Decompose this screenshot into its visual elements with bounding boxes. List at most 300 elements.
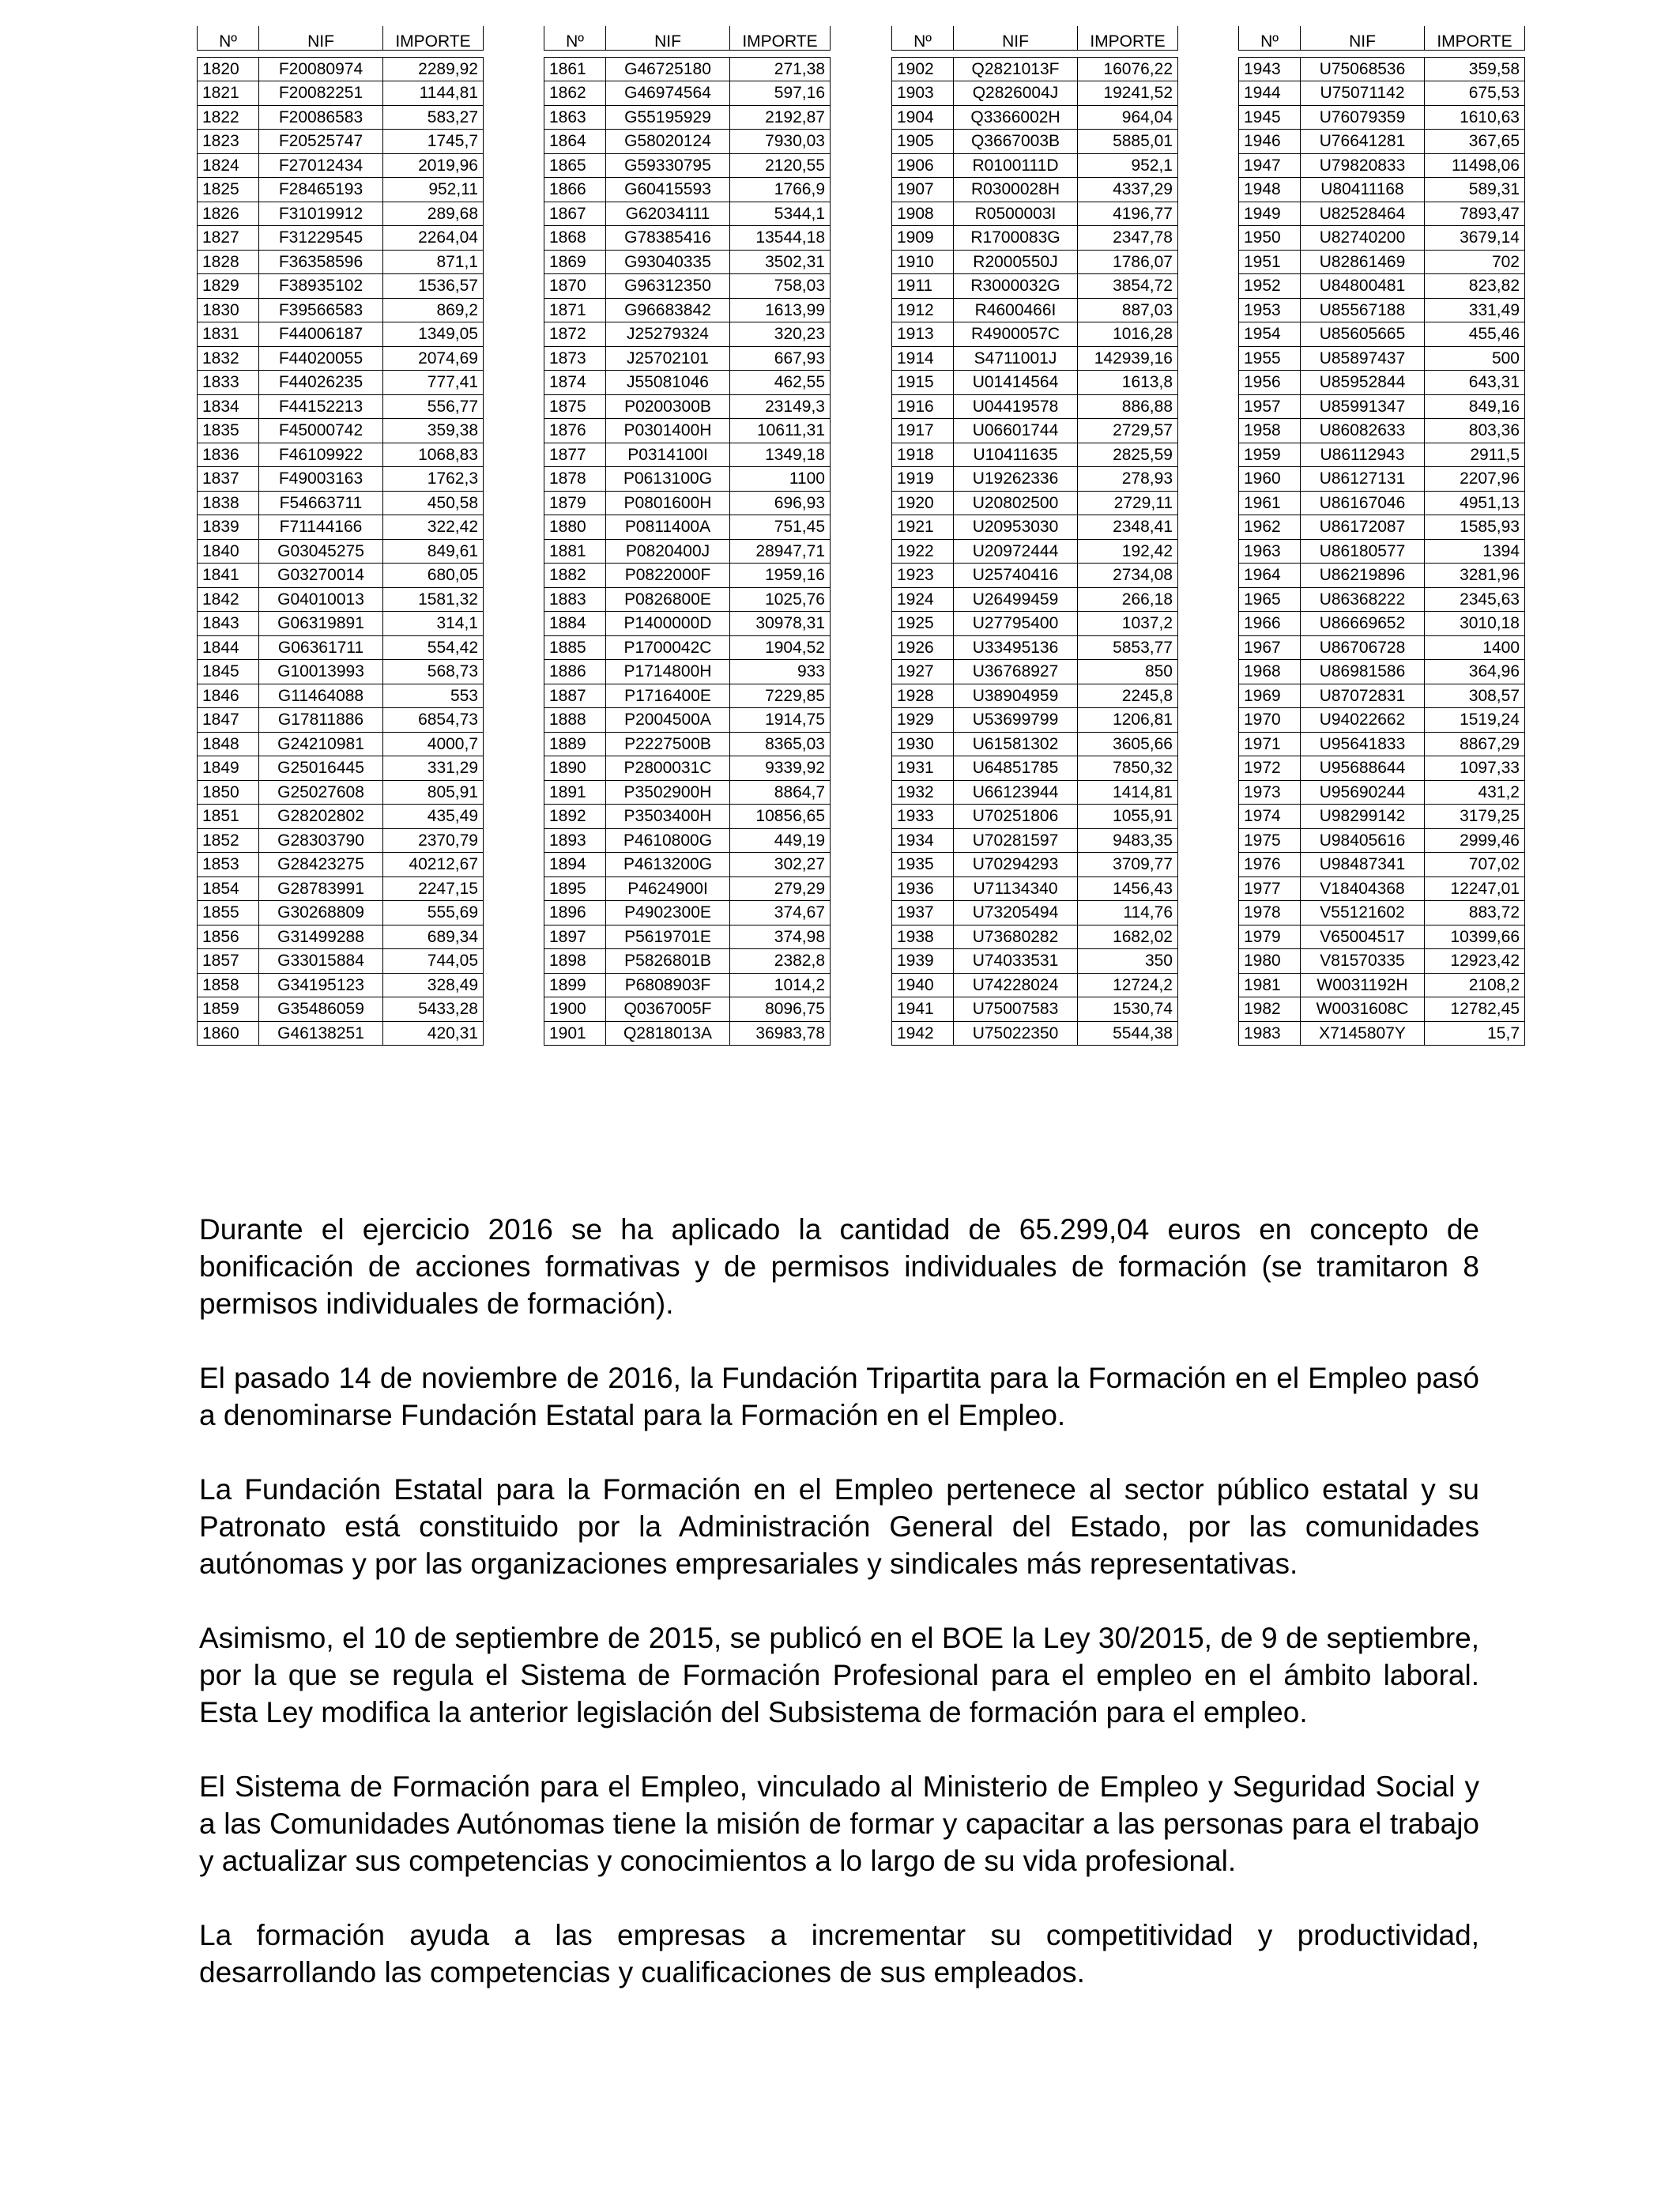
row-nif: G30268809 — [259, 901, 383, 925]
row-nif: F31229545 — [259, 226, 383, 251]
row-number: 1956 — [1239, 371, 1301, 395]
header-nif: NIF — [1301, 26, 1425, 50]
table-row — [544, 635, 831, 660]
row-nif: U38904959 — [954, 684, 1078, 708]
table-row — [1239, 732, 1525, 756]
row-number: 1836 — [198, 443, 259, 467]
table-row — [198, 732, 484, 756]
row-nif: X7145807Y — [1301, 1021, 1425, 1046]
row-nif: P0801600H — [606, 491, 730, 515]
row-importe: 675,53 — [1425, 81, 1525, 106]
header-number: Nº — [544, 26, 606, 50]
row-number: 1944 — [1239, 81, 1301, 106]
row-number: 1937 — [892, 901, 954, 925]
table-row — [198, 756, 484, 781]
row-importe: 696,93 — [730, 491, 831, 515]
row-nif: F49003163 — [259, 467, 383, 492]
row-importe: 266,18 — [1078, 587, 1178, 612]
row-number: 1943 — [1239, 57, 1301, 81]
row-nif: V55121602 — [1301, 901, 1425, 925]
table-row — [892, 105, 1178, 130]
row-importe: 803,36 — [1425, 419, 1525, 443]
row-number: 1857 — [198, 949, 259, 974]
row-nif: P0822000F — [606, 564, 730, 588]
row-number: 1833 — [198, 371, 259, 395]
row-importe: 278,93 — [1078, 467, 1178, 492]
table-row — [544, 130, 831, 154]
row-importe: 3179,25 — [1425, 805, 1525, 829]
row-importe: 3281,96 — [1425, 564, 1525, 588]
row-importe: 1394 — [1425, 539, 1525, 564]
row-importe: 589,31 — [1425, 178, 1525, 202]
table-row — [1239, 443, 1525, 467]
row-nif: G11464088 — [259, 684, 383, 708]
row-nif: G46138251 — [259, 1021, 383, 1046]
row-importe: 805,91 — [383, 780, 484, 805]
row-number: 1838 — [198, 491, 259, 515]
row-importe: 7229,85 — [730, 684, 831, 708]
row-importe: 2345,63 — [1425, 587, 1525, 612]
row-nif: U26499459 — [954, 587, 1078, 612]
row-nif: U73680282 — [954, 925, 1078, 949]
row-number: 1822 — [198, 105, 259, 130]
row-nif: F20086583 — [259, 105, 383, 130]
row-number: 1972 — [1239, 756, 1301, 781]
row-number: 1924 — [892, 587, 954, 612]
row-number: 1908 — [892, 202, 954, 226]
row-importe: 8096,75 — [730, 997, 831, 1022]
row-number: 1852 — [198, 828, 259, 853]
table-row — [892, 274, 1178, 299]
table-row — [198, 997, 484, 1022]
table-row — [544, 443, 831, 467]
row-nif: U20972444 — [954, 539, 1078, 564]
row-nif: G62034111 — [606, 202, 730, 226]
table-row — [544, 394, 831, 419]
row-number: 1979 — [1239, 925, 1301, 949]
row-nif: U82528464 — [1301, 202, 1425, 226]
table-row — [544, 564, 831, 588]
row-nif: P0826800E — [606, 587, 730, 612]
row-number: 1945 — [1239, 105, 1301, 130]
row-importe: 2247,15 — [383, 876, 484, 901]
row-nif: U27795400 — [954, 612, 1078, 636]
header-number: Nº — [1239, 26, 1301, 50]
table-row — [544, 105, 831, 130]
row-nif: U80411168 — [1301, 178, 1425, 202]
row-importe: 553 — [383, 684, 484, 708]
row-number: 1980 — [1239, 949, 1301, 974]
table-row — [198, 828, 484, 853]
table-row — [1239, 828, 1525, 853]
table-row — [544, 732, 831, 756]
row-number: 1849 — [198, 756, 259, 781]
table-row — [544, 612, 831, 636]
row-importe: 3854,72 — [1078, 274, 1178, 299]
row-number: 1884 — [544, 612, 606, 636]
row-number: 1921 — [892, 515, 954, 540]
row-nif: F44006187 — [259, 322, 383, 347]
row-importe: 322,42 — [383, 515, 484, 540]
table-row — [1239, 539, 1525, 564]
row-importe: 707,02 — [1425, 853, 1525, 877]
row-importe: 1456,43 — [1078, 876, 1178, 901]
table-row — [544, 322, 831, 347]
row-nif: P5826801B — [606, 949, 730, 974]
table-row — [1239, 684, 1525, 708]
row-nif: G25027608 — [259, 780, 383, 805]
row-nif: P0301400H — [606, 419, 730, 443]
row-importe: 1613,8 — [1078, 371, 1178, 395]
paragraph: El Sistema de Formación para el Empleo, vinculado al Ministerio de Empleo y Seguridad Social y a las Comunidades Autónomas tiene la misión de formar y capacitar a las personas para el trabajo y actualizar sus competencias y conocimientos a lo largo de su vida profesional. — [199, 1770, 1479, 1877]
row-importe: 4196,77 — [1078, 202, 1178, 226]
row-importe: 1585,93 — [1425, 515, 1525, 540]
table-row — [1239, 925, 1525, 949]
table-row — [198, 949, 484, 974]
row-number: 1906 — [892, 153, 954, 178]
row-nif: P0613100G — [606, 467, 730, 492]
row-nif: P2227500B — [606, 732, 730, 756]
table-row — [892, 805, 1178, 829]
row-number: 1983 — [1239, 1021, 1301, 1046]
row-importe: 597,16 — [730, 81, 831, 106]
row-number: 1877 — [544, 443, 606, 467]
row-importe: 1349,18 — [730, 443, 831, 467]
row-importe: 5853,77 — [1078, 635, 1178, 660]
table-row — [892, 780, 1178, 805]
row-number: 1910 — [892, 250, 954, 274]
row-number: 1954 — [1239, 322, 1301, 347]
row-nif: U25740416 — [954, 564, 1078, 588]
row-nif: U86180577 — [1301, 539, 1425, 564]
row-importe: 1581,32 — [383, 587, 484, 612]
row-nif: G78385416 — [606, 226, 730, 251]
row-nif: P1714800H — [606, 660, 730, 684]
row-number: 1925 — [892, 612, 954, 636]
row-importe: 2370,79 — [383, 828, 484, 853]
row-importe: 302,27 — [730, 853, 831, 877]
table-row — [198, 346, 484, 371]
row-number: 1975 — [1239, 828, 1301, 853]
row-nif: P0811400A — [606, 515, 730, 540]
row-importe: 10856,65 — [730, 805, 831, 829]
table-row — [198, 925, 484, 949]
row-number: 1825 — [198, 178, 259, 202]
row-number: 1982 — [1239, 997, 1301, 1022]
table-row — [1239, 660, 1525, 684]
row-number: 1882 — [544, 564, 606, 588]
table-row — [1239, 949, 1525, 974]
row-importe: 4337,29 — [1078, 178, 1178, 202]
row-nif: P2800031C — [606, 756, 730, 781]
row-nif: U04419578 — [954, 394, 1078, 419]
row-nif: P3502900H — [606, 780, 730, 805]
row-number: 1907 — [892, 178, 954, 202]
row-importe: 3010,18 — [1425, 612, 1525, 636]
row-nif: U85897437 — [1301, 346, 1425, 371]
table-row — [892, 515, 1178, 540]
row-importe: 643,31 — [1425, 371, 1525, 395]
row-importe: 8365,03 — [730, 732, 831, 756]
row-importe: 568,73 — [383, 660, 484, 684]
row-number: 1919 — [892, 467, 954, 492]
row-nif: R0100111D — [954, 153, 1078, 178]
row-number: 1939 — [892, 949, 954, 974]
row-nif: R0500003I — [954, 202, 1078, 226]
table-row — [1239, 1021, 1525, 1046]
row-nif: R0300028H — [954, 178, 1078, 202]
table-row — [1239, 226, 1525, 251]
row-nif: U20953030 — [954, 515, 1078, 540]
table-row — [1239, 322, 1525, 347]
row-number: 1890 — [544, 756, 606, 781]
table-row — [198, 202, 484, 226]
table-row — [544, 949, 831, 974]
row-importe: 328,49 — [383, 973, 484, 997]
row-nif: U79820833 — [1301, 153, 1425, 178]
row-number: 1823 — [198, 130, 259, 154]
row-importe: 3605,66 — [1078, 732, 1178, 756]
row-importe: 142939,16 — [1078, 346, 1178, 371]
row-number: 1860 — [198, 1021, 259, 1046]
row-number: 1869 — [544, 250, 606, 274]
row-number: 1895 — [544, 876, 606, 901]
row-number: 1883 — [544, 587, 606, 612]
row-number: 1874 — [544, 371, 606, 395]
row-nif: U86669652 — [1301, 612, 1425, 636]
row-importe: 2264,04 — [383, 226, 484, 251]
row-importe: 308,57 — [1425, 684, 1525, 708]
row-importe: 12923,42 — [1425, 949, 1525, 974]
row-number: 1881 — [544, 539, 606, 564]
row-importe: 702 — [1425, 250, 1525, 274]
table-row — [544, 684, 831, 708]
row-nif: J55081046 — [606, 371, 730, 395]
row-number: 1859 — [198, 997, 259, 1022]
row-nif: P5619701E — [606, 925, 730, 949]
row-importe: 5433,28 — [383, 997, 484, 1022]
row-nif: G17811886 — [259, 708, 383, 733]
row-nif: U75007583 — [954, 997, 1078, 1022]
row-importe: 758,03 — [730, 274, 831, 299]
row-nif: U95690244 — [1301, 780, 1425, 805]
row-number: 1867 — [544, 202, 606, 226]
row-importe: 7850,32 — [1078, 756, 1178, 781]
row-importe: 5885,01 — [1078, 130, 1178, 154]
table-row — [198, 371, 484, 395]
table-row — [198, 612, 484, 636]
row-importe: 555,69 — [383, 901, 484, 925]
row-nif: F38935102 — [259, 274, 383, 299]
row-importe: 192,42 — [1078, 539, 1178, 564]
row-nif: P0820400J — [606, 539, 730, 564]
table-row — [1239, 274, 1525, 299]
table-row — [1239, 973, 1525, 997]
row-number: 1918 — [892, 443, 954, 467]
bonus-table-4 — [1238, 26, 1525, 1046]
header-number: Nº — [198, 26, 259, 50]
row-importe: 8864,7 — [730, 780, 831, 805]
row-number: 1888 — [544, 708, 606, 733]
row-nif: U70281597 — [954, 828, 1078, 853]
row-importe: 2108,2 — [1425, 973, 1525, 997]
row-importe: 2348,41 — [1078, 515, 1178, 540]
row-importe: 1762,3 — [383, 467, 484, 492]
row-nif: F36358596 — [259, 250, 383, 274]
row-importe: 364,96 — [1425, 660, 1525, 684]
row-importe: 5544,38 — [1078, 1021, 1178, 1046]
row-number: 1832 — [198, 346, 259, 371]
table-row — [198, 105, 484, 130]
row-number: 1885 — [544, 635, 606, 660]
row-nif: G03045275 — [259, 539, 383, 564]
table-row — [892, 346, 1178, 371]
row-nif: U86368222 — [1301, 587, 1425, 612]
table-row — [1239, 612, 1525, 636]
row-importe: 359,58 — [1425, 57, 1525, 81]
table-row — [198, 130, 484, 154]
row-nif: P2004500A — [606, 708, 730, 733]
row-nif: U61581302 — [954, 732, 1078, 756]
table-row — [892, 1021, 1178, 1046]
row-importe: 952,11 — [383, 178, 484, 202]
row-importe: 1068,83 — [383, 443, 484, 467]
row-importe: 2019,96 — [383, 153, 484, 178]
table-row — [1239, 371, 1525, 395]
row-number: 1936 — [892, 876, 954, 901]
row-importe: 689,34 — [383, 925, 484, 949]
header-importe: IMPORTE — [1425, 26, 1525, 50]
row-number: 1841 — [198, 564, 259, 588]
row-number: 1935 — [892, 853, 954, 877]
row-number: 1955 — [1239, 346, 1301, 371]
row-nif: U06601744 — [954, 419, 1078, 443]
row-nif: U19262336 — [954, 467, 1078, 492]
row-importe: 751,45 — [730, 515, 831, 540]
table-row — [544, 828, 831, 853]
row-nif: F39566583 — [259, 298, 383, 322]
row-importe: 314,1 — [383, 612, 484, 636]
table-row — [1239, 853, 1525, 877]
row-importe: 36983,78 — [730, 1021, 831, 1046]
row-nif: J25279324 — [606, 322, 730, 347]
row-nif: U71134340 — [954, 876, 1078, 901]
row-number: 1962 — [1239, 515, 1301, 540]
row-nif: U86127131 — [1301, 467, 1425, 492]
row-nif: G93040335 — [606, 250, 730, 274]
table-row — [1239, 81, 1525, 106]
row-nif: U36768927 — [954, 660, 1078, 684]
row-nif: U53699799 — [954, 708, 1078, 733]
row-importe: 2734,08 — [1078, 564, 1178, 588]
table-row — [1239, 105, 1525, 130]
row-importe: 823,82 — [1425, 274, 1525, 299]
row-importe: 2729,57 — [1078, 419, 1178, 443]
row-number: 1914 — [892, 346, 954, 371]
table-row — [892, 708, 1178, 733]
row-number: 1940 — [892, 973, 954, 997]
row-importe: 9483,35 — [1078, 828, 1178, 853]
row-importe: 6854,73 — [383, 708, 484, 733]
row-importe: 2382,8 — [730, 949, 831, 974]
table-row — [892, 973, 1178, 997]
row-nif: U74228024 — [954, 973, 1078, 997]
row-number: 1933 — [892, 805, 954, 829]
row-importe: 11498,06 — [1425, 153, 1525, 178]
table-row — [198, 564, 484, 588]
row-number: 1871 — [544, 298, 606, 322]
row-nif: R4900057C — [954, 322, 1078, 347]
row-importe: 667,93 — [730, 346, 831, 371]
table-row — [892, 57, 1178, 81]
row-importe: 7930,03 — [730, 130, 831, 154]
table-row — [544, 202, 831, 226]
table-row — [1239, 780, 1525, 805]
row-nif: F44152213 — [259, 394, 383, 419]
row-number: 1829 — [198, 274, 259, 299]
row-number: 1952 — [1239, 274, 1301, 299]
row-nif: U76641281 — [1301, 130, 1425, 154]
row-number: 1964 — [1239, 564, 1301, 588]
table-row — [198, 708, 484, 733]
row-importe: 1519,24 — [1425, 708, 1525, 733]
row-importe: 350 — [1078, 949, 1178, 974]
header-importe: IMPORTE — [1078, 26, 1178, 50]
table-row — [544, 587, 831, 612]
table-row — [198, 153, 484, 178]
row-importe: 367,65 — [1425, 130, 1525, 154]
row-number: 1909 — [892, 226, 954, 251]
table-row — [892, 250, 1178, 274]
row-importe: 2999,46 — [1425, 828, 1525, 853]
row-number: 1913 — [892, 322, 954, 347]
row-number: 1864 — [544, 130, 606, 154]
row-number: 1826 — [198, 202, 259, 226]
table-row — [892, 684, 1178, 708]
row-nif: V65004517 — [1301, 925, 1425, 949]
paragraph: La formación ayuda a las empresas a incrementar su competitividad y productividad, desarrollando las competencias y cualificaciones de sus empleados. — [199, 1919, 1479, 1989]
table-row — [544, 153, 831, 178]
table-row — [198, 178, 484, 202]
table-row — [198, 901, 484, 925]
row-number: 1858 — [198, 973, 259, 997]
row-nif: U98405616 — [1301, 828, 1425, 853]
row-number: 1938 — [892, 925, 954, 949]
table-row — [198, 81, 484, 106]
table-row — [892, 322, 1178, 347]
table-row — [544, 81, 831, 106]
row-number: 1873 — [544, 346, 606, 371]
table-row — [892, 612, 1178, 636]
row-importe: 455,46 — [1425, 322, 1525, 347]
table-row — [198, 491, 484, 515]
row-nif: F20082251 — [259, 81, 383, 106]
row-nif: R4600466I — [954, 298, 1078, 322]
table-row — [544, 178, 831, 202]
row-number: 1854 — [198, 876, 259, 901]
table-row — [544, 346, 831, 371]
row-nif: G28423275 — [259, 853, 383, 877]
row-number: 1927 — [892, 660, 954, 684]
table-row — [198, 805, 484, 829]
row-number: 1917 — [892, 419, 954, 443]
table-row — [544, 515, 831, 540]
row-number: 1830 — [198, 298, 259, 322]
row-number: 1897 — [544, 925, 606, 949]
row-nif: U86167046 — [1301, 491, 1425, 515]
table-row — [1239, 346, 1525, 371]
table-row — [198, 635, 484, 660]
